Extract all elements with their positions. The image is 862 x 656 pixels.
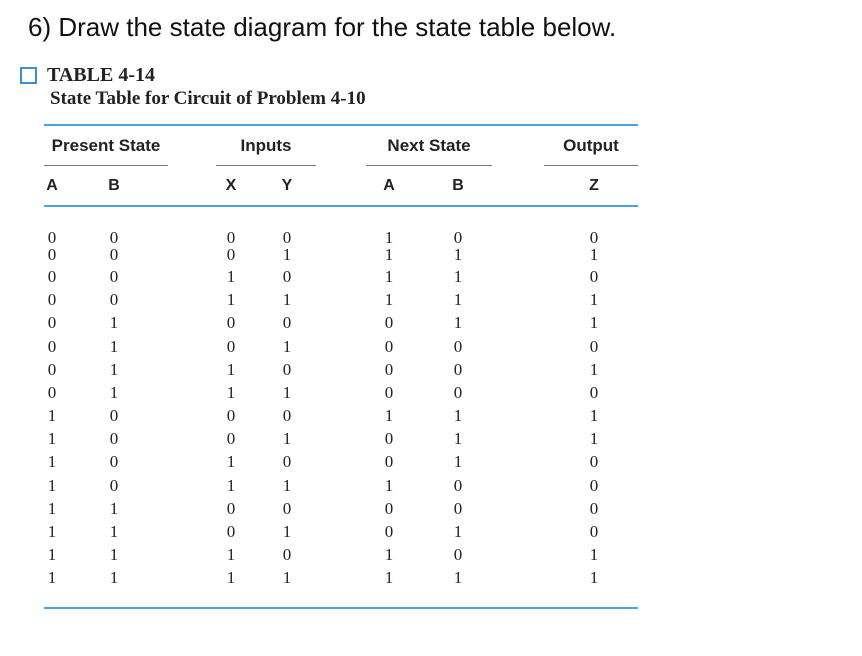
table-cell: 0 — [226, 337, 236, 356]
table-cell: 0 — [384, 360, 394, 379]
table-cell: 1 — [453, 313, 463, 332]
group-header-next-state: Next State — [387, 136, 471, 155]
table-cell: 0 — [589, 337, 599, 356]
group-underline — [544, 165, 638, 166]
table-cell: 0 — [384, 499, 394, 518]
table-cell: 1 — [109, 313, 119, 332]
table-cell: 0 — [453, 228, 463, 247]
table-cell: 1 — [453, 452, 463, 471]
table-cell: 1 — [47, 429, 57, 448]
column-header-next-a: A — [383, 177, 395, 194]
table-cell: 1 — [589, 406, 599, 425]
table-cell: 1 — [47, 568, 57, 587]
table-cell: 1 — [282, 383, 292, 402]
table-cell: 0 — [589, 267, 599, 286]
group-underline — [216, 165, 316, 166]
table-cell: 1 — [226, 545, 236, 564]
table-cell: 0 — [589, 522, 599, 541]
table-cell: 1 — [226, 452, 236, 471]
table-cell: 0 — [109, 429, 119, 448]
table-cell: 1 — [282, 476, 292, 495]
table-cell: 1 — [384, 545, 394, 564]
table-cell: 1 — [384, 228, 394, 247]
table-cell: 0 — [453, 476, 463, 495]
table-cell: 0 — [226, 313, 236, 332]
table-cell: 0 — [453, 545, 463, 564]
table-cell: 1 — [453, 429, 463, 448]
table-cell: 0 — [282, 360, 292, 379]
group-header-inputs: Inputs — [240, 136, 292, 155]
table-cell: 1 — [226, 383, 236, 402]
table-cell: 0 — [384, 313, 394, 332]
table-cell: 1 — [282, 290, 292, 309]
table-cell: 1 — [226, 360, 236, 379]
table-cell: 1 — [109, 522, 119, 541]
table-cell: 0 — [226, 499, 236, 518]
table-cell: 1 — [589, 429, 599, 448]
table-cell: 0 — [589, 499, 599, 518]
table-cell: 1 — [47, 406, 57, 425]
table-cell: 0 — [47, 337, 57, 356]
table-cell: 0 — [109, 406, 119, 425]
table-cell: 1 — [47, 522, 57, 541]
group-header-present-state: Present State — [51, 136, 161, 155]
table-cell: 0 — [453, 383, 463, 402]
table-cell: 0 — [282, 499, 292, 518]
table-cell: 0 — [109, 290, 119, 309]
table-cell: 0 — [384, 429, 394, 448]
question-text: 6) Draw the state diagram for the state table below. — [28, 12, 617, 42]
table-cell: 1 — [589, 245, 599, 264]
table-cell: 1 — [384, 267, 394, 286]
table-cell: 1 — [453, 568, 463, 587]
table-cell: 1 — [384, 290, 394, 309]
table-cell: 1 — [589, 290, 599, 309]
checkbox-icon[interactable] — [20, 67, 37, 84]
column-header-next-b: B — [452, 177, 464, 194]
group-underline — [366, 165, 492, 166]
table-cell: 1 — [384, 568, 394, 587]
table-cell: 0 — [384, 383, 394, 402]
table-cell: 1 — [226, 476, 236, 495]
column-header-input-y: Y — [281, 177, 293, 194]
table-cell: 0 — [109, 267, 119, 286]
table-cell: 1 — [109, 568, 119, 587]
table-cell: 1 — [282, 522, 292, 541]
table-cell: 0 — [109, 228, 119, 247]
table-label — [20, 64, 155, 87]
table-cell: 1 — [589, 545, 599, 564]
table-cell: 1 — [109, 499, 119, 518]
table-cell: 1 — [453, 245, 463, 264]
table-cell: 0 — [47, 290, 57, 309]
table-cell: 1 — [589, 568, 599, 587]
table-cell: 0 — [47, 360, 57, 379]
table-cell: 0 — [453, 337, 463, 356]
table-cell: 1 — [47, 499, 57, 518]
table-cell: 0 — [384, 522, 394, 541]
table-cell: 1 — [589, 313, 599, 332]
table-cell: 1 — [226, 290, 236, 309]
table-cell: 1 — [47, 452, 57, 471]
table-cell: 1 — [109, 545, 119, 564]
table-cell: 0 — [47, 245, 57, 264]
table-cell: 0 — [47, 313, 57, 332]
table-cell: 0 — [589, 476, 599, 495]
table-caption: State Table for Circuit of Problem 4-10 — [50, 88, 366, 109]
table-cell: 0 — [589, 383, 599, 402]
table-cell: 0 — [47, 383, 57, 402]
table-cell: 1 — [384, 245, 394, 264]
table-cell: 0 — [453, 360, 463, 379]
table-cell: 0 — [226, 245, 236, 264]
table-cell: 1 — [384, 476, 394, 495]
table-cell: 0 — [47, 267, 57, 286]
table-cell: 0 — [589, 228, 599, 247]
table-cell: 1 — [226, 267, 236, 286]
table-cell: 0 — [109, 245, 119, 264]
table-cell: 0 — [226, 522, 236, 541]
table-cell: 0 — [453, 499, 463, 518]
column-header-input-x: X — [225, 177, 237, 194]
table-cell: 0 — [226, 228, 236, 247]
table-cell: 0 — [226, 406, 236, 425]
table-cell: 0 — [384, 337, 394, 356]
table-cell: 0 — [109, 452, 119, 471]
table-top-rule — [44, 124, 638, 126]
table-header-rule — [44, 205, 638, 207]
table-cell: 1 — [282, 337, 292, 356]
table-cell: 1 — [282, 429, 292, 448]
table-cell: 1 — [226, 568, 236, 587]
table-cell: 1 — [453, 522, 463, 541]
group-underline — [44, 165, 168, 166]
column-header-output-z: Z — [589, 177, 599, 194]
table-cell: 1 — [282, 568, 292, 587]
table-cell: 1 — [453, 406, 463, 425]
group-header-output: Output — [563, 136, 619, 155]
table-cell: 0 — [282, 267, 292, 286]
table-cell: 0 — [384, 452, 394, 471]
table-cell: 0 — [282, 545, 292, 564]
table-cell: 1 — [109, 360, 119, 379]
table-cell: 1 — [453, 290, 463, 309]
table-bottom-rule — [44, 607, 638, 609]
table-cell: 0 — [282, 452, 292, 471]
table-cell: 0 — [282, 228, 292, 247]
table-cell: 1 — [47, 476, 57, 495]
column-header-present-b: B — [108, 177, 120, 194]
table-cell: 1 — [282, 245, 292, 264]
table-cell: 0 — [47, 228, 57, 247]
table-cell: 1 — [109, 337, 119, 356]
table-cell: 0 — [282, 406, 292, 425]
table-cell: 1 — [589, 360, 599, 379]
table-cell: 1 — [47, 545, 57, 564]
table-cell: 0 — [226, 429, 236, 448]
table-cell: 0 — [282, 313, 292, 332]
column-header-present-a: A — [46, 177, 58, 194]
table-cell: 0 — [109, 476, 119, 495]
table-number: TABLE 4-14 — [47, 64, 155, 86]
table-cell: 1 — [384, 406, 394, 425]
table-cell: 0 — [589, 452, 599, 471]
table-cell: 1 — [109, 383, 119, 402]
table-cell: 1 — [453, 267, 463, 286]
